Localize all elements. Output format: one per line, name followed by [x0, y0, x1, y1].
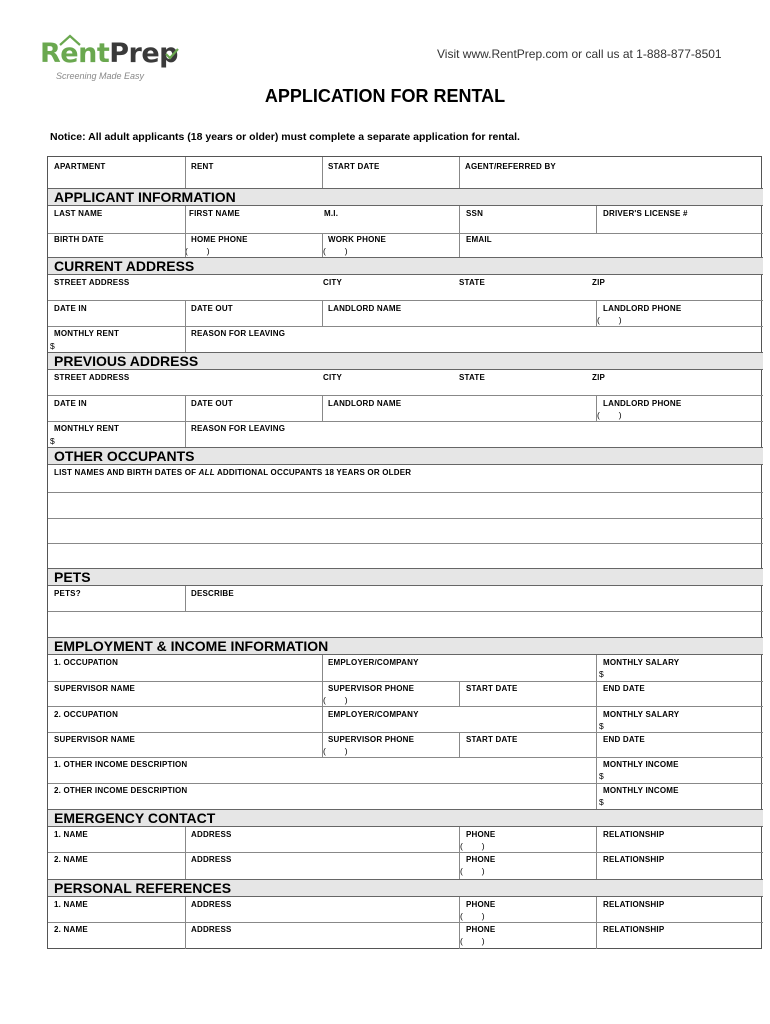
occupants-instr-pre: LIST NAMES AND BIRTH DATES OF [54, 468, 199, 477]
employer-1-label: EMPLOYER/COMPANY [328, 658, 419, 667]
first-name-label: FIRST NAME [189, 209, 240, 218]
logo-rent-text: Rent [40, 38, 110, 69]
end-date-1-label: END DATE [603, 684, 645, 693]
emergency-1-relationship-label: RELATIONSHIP [603, 830, 665, 839]
occupation-2-label: 2. OCCUPATION [54, 710, 119, 719]
emergency-2-phone-label: PHONE [466, 855, 496, 864]
salary-1-dollar: $ [599, 669, 604, 679]
work-phone-area: ( ) [323, 246, 348, 256]
house-roof-icon [58, 34, 82, 46]
supervisor-1-phone-label: SUPERVISOR PHONE [328, 684, 415, 693]
reference-2-phone-label: PHONE [466, 925, 496, 934]
current-landlord-phone-area: ( ) [597, 315, 622, 325]
logo-tagline: Screening Made Easy [56, 71, 145, 81]
emergency-1-phone-label: PHONE [466, 830, 496, 839]
monthly-salary-2-label: MONTHLY SALARY [603, 710, 680, 719]
previous-state-label: STATE [459, 373, 486, 382]
occupants-instr-post: ADDITIONAL OCCUPANTS 18 YEARS OR OLDER [214, 468, 412, 477]
emergency-contact-heading: EMERGENCY CONTACT [48, 809, 763, 827]
previous-date-out-label: DATE OUT [191, 399, 233, 408]
occupation-1-label: 1. OCCUPATION [54, 658, 119, 667]
occupant-line-4[interactable] [48, 543, 763, 568]
emergency-2-phone-area: ( ) [460, 866, 485, 876]
previous-rent-dollar: $ [50, 436, 55, 446]
applicant-information-heading: APPLICANT INFORMATION [48, 188, 763, 206]
current-rent-dollar: $ [50, 341, 55, 351]
current-address-heading: CURRENT ADDRESS [48, 257, 763, 275]
previous-landlord-phone-label: LANDLORD PHONE [603, 399, 682, 408]
monthly-income-1-label: MONTHLY INCOME [603, 760, 679, 769]
previous-zip-label: ZIP [592, 373, 606, 382]
emergency-1-name-label: 1. NAME [54, 830, 88, 839]
other-income-2-label: 2. OTHER INCOME DESCRIPTION [54, 786, 188, 795]
reference-1-phone-label: PHONE [466, 900, 496, 909]
previous-landlord-phone-area: ( ) [597, 410, 622, 420]
income-1-dollar: $ [599, 771, 604, 781]
agent-referred-label: AGENT/REFERRED BY [465, 162, 556, 171]
other-occupants-heading: OTHER OCCUPANTS [48, 447, 763, 465]
home-phone-area: ( ) [185, 246, 210, 256]
occupant-line-1[interactable] [48, 465, 763, 492]
end-date-2-label: END DATE [603, 735, 645, 744]
employment-heading: EMPLOYMENT & INCOME INFORMATION [48, 637, 763, 655]
email-label: EMAIL [466, 235, 492, 244]
supervisor-1-name-label: SUPERVISOR NAME [54, 684, 136, 693]
occupants-instr-emphasis: ALL [198, 468, 215, 477]
ssn-label: SSN [466, 209, 484, 218]
previous-city-label: CITY [323, 373, 343, 382]
home-phone-label: HOME PHONE [191, 235, 248, 244]
occupant-line-2[interactable] [48, 492, 763, 518]
mi-field[interactable] [322, 206, 459, 233]
current-reason-label: REASON FOR LEAVING [191, 329, 286, 338]
current-zip-label: ZIP [592, 278, 606, 287]
page-title: APPLICATION FOR RENTAL [264, 86, 506, 106]
current-street-label: STREET ADDRESS [54, 278, 130, 287]
notice-text: Notice: All adult applicants (18 years or older) must complete a separate application for rental. [50, 131, 520, 143]
emergency-2-relationship-label: RELATIONSHIP [603, 855, 665, 864]
birth-date-label: BIRTH DATE [54, 235, 104, 244]
reference-1-relationship-label: RELATIONSHIP [603, 900, 665, 909]
supervisor-2-phone-label: SUPERVISOR PHONE [328, 735, 415, 744]
pets-heading: PETS [48, 568, 763, 586]
occupant-line-3[interactable] [48, 518, 763, 543]
current-date-in-label: DATE IN [54, 304, 87, 313]
previous-street-label: STREET ADDRESS [54, 373, 130, 382]
reference-1-phone-area: ( ) [460, 911, 485, 921]
current-date-out-label: DATE OUT [191, 304, 233, 313]
reference-2-name-label: 2. NAME [54, 925, 88, 934]
supervisor-1-phone-area: ( ) [323, 695, 348, 705]
start-date-2-label: START DATE [466, 735, 518, 744]
previous-monthly-rent-label: MONTHLY RENT [54, 424, 120, 433]
previous-landlord-name-label: LANDLORD NAME [328, 399, 402, 408]
emergency-2-address-label: ADDRESS [191, 855, 232, 864]
reference-2-relationship-label: RELATIONSHIP [603, 925, 665, 934]
email-field[interactable] [459, 233, 763, 257]
start-date-1-label: START DATE [466, 684, 518, 693]
emergency-2-name-label: 2. NAME [54, 855, 88, 864]
current-street-field[interactable] [48, 275, 763, 300]
start-date-label: START DATE [328, 162, 380, 171]
current-state-label: STATE [459, 278, 486, 287]
rental-application-form [47, 156, 762, 949]
personal-references-heading: PERSONAL REFERENCES [48, 879, 763, 897]
previous-street-field[interactable] [48, 370, 763, 395]
drivers-license-label: DRIVER'S LICENSE # [603, 209, 688, 218]
pets-extra-line[interactable] [48, 611, 763, 637]
rent-label: RENT [191, 162, 214, 171]
emergency-1-phone-area: ( ) [460, 841, 485, 851]
last-name-label: LAST NAME [54, 209, 103, 218]
current-landlord-name-label: LANDLORD NAME [328, 304, 402, 313]
pets-describe-field[interactable] [185, 586, 763, 611]
previous-address-heading: PREVIOUS ADDRESS [48, 352, 763, 370]
reference-2-phone-area: ( ) [460, 936, 485, 946]
monthly-income-2-label: MONTHLY INCOME [603, 786, 679, 795]
supervisor-2-phone-area: ( ) [323, 746, 348, 756]
mi-label: M.I. [324, 209, 339, 218]
current-city-label: CITY [323, 278, 343, 287]
salary-2-dollar: $ [599, 721, 604, 731]
supervisor-2-name-label: SUPERVISOR NAME [54, 735, 136, 744]
apartment-label: APARTMENT [54, 162, 106, 171]
current-monthly-rent-label: MONTHLY RENT [54, 329, 120, 338]
reference-1-address-label: ADDRESS [191, 900, 232, 909]
emergency-1-address-label: ADDRESS [191, 830, 232, 839]
current-landlord-phone-label: LANDLORD PHONE [603, 304, 682, 313]
pets-describe-label: DESCRIBE [191, 589, 234, 598]
rentprep-logo [40, 38, 180, 82]
monthly-salary-1-label: MONTHLY SALARY [603, 658, 680, 667]
reference-2-address-label: ADDRESS [191, 925, 232, 934]
employer-2-label: EMPLOYER/COMPANY [328, 710, 419, 719]
previous-reason-label: REASON FOR LEAVING [191, 424, 286, 433]
other-income-1-label: 1. OTHER INCOME DESCRIPTION [54, 760, 188, 769]
contact-line: Visit www.RentPrep.com or call us at 1-888-877-8501 [437, 47, 722, 61]
checkmark-icon [165, 48, 179, 60]
reference-1-name-label: 1. NAME [54, 900, 88, 909]
pets-label: PETS? [54, 589, 81, 598]
previous-date-in-label: DATE IN [54, 399, 87, 408]
logo-prep-text: Prep [109, 38, 178, 69]
work-phone-label: WORK PHONE [328, 235, 386, 244]
income-2-dollar: $ [599, 797, 604, 807]
